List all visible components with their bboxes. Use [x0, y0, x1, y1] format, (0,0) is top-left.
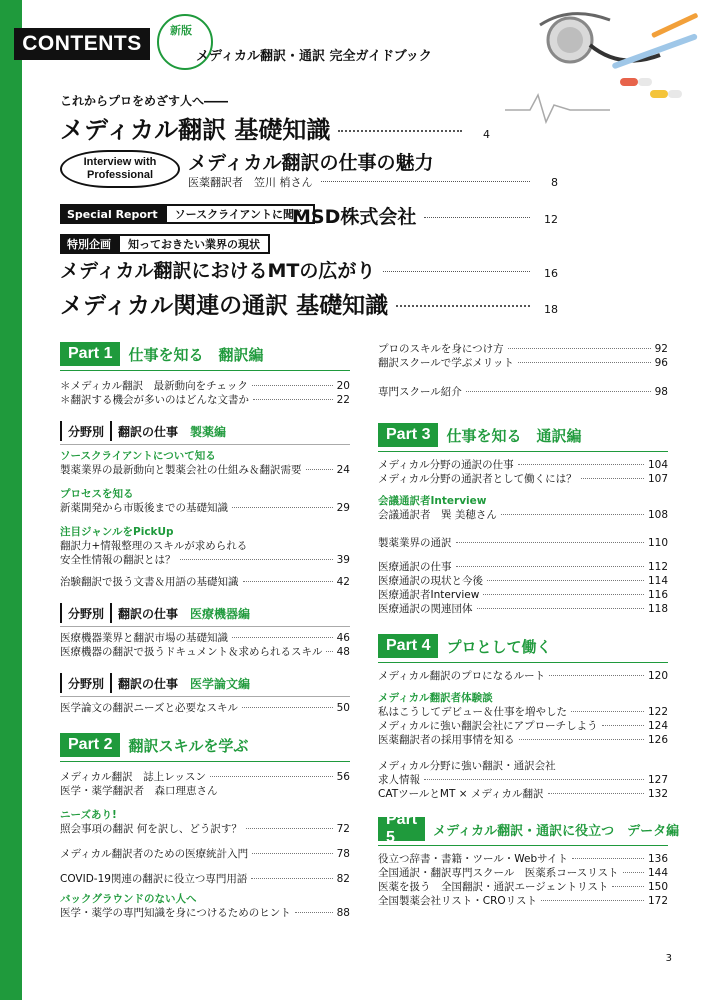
- toc-row[interactable]: [60, 631, 350, 645]
- leader-dots: [210, 776, 333, 777]
- section-label: ニーズあり!: [60, 809, 117, 821]
- part-tag: Part 1: [60, 342, 120, 366]
- leader-dots: [242, 707, 333, 708]
- leader-dots: [232, 637, 333, 638]
- toc-entry-title: メディカル翻訳者のための医療統計入門: [60, 848, 249, 860]
- special-report-sub: ソースクライアントに聞く: [165, 204, 315, 224]
- page-ref: 104: [647, 459, 668, 471]
- left-column: [60, 342, 350, 920]
- sub-rule: [60, 696, 350, 697]
- toc-row[interactable]: [378, 773, 668, 787]
- toc-entry-title: プロのスキルを身につけ方: [378, 343, 504, 355]
- interview-sub-row[interactable]: [188, 174, 558, 190]
- part2-heading[interactable]: [60, 733, 350, 757]
- toc-row[interactable]: [60, 393, 350, 407]
- toc-entry-title: 医療機器の翻訳で扱うドキュメント＆求められるスキル: [60, 646, 323, 658]
- guide-title: メディカル翻訳・通訳 完全ガイドブック: [196, 49, 432, 64]
- page-ref: 24: [336, 464, 350, 476]
- sub-heading-papers[interactable]: [60, 673, 350, 693]
- toc-entry-title: 照会事項の翻訳 何を訳し、どう訳す？: [60, 823, 242, 835]
- page-ref: 110: [647, 537, 668, 549]
- page-ref: 39: [336, 554, 350, 566]
- toc-entry-title: 専門スクール紹介: [378, 386, 462, 398]
- part-title: 翻訳スキルを学ぶ: [128, 736, 249, 755]
- sub-heading-label: 翻訳の仕事: [118, 676, 179, 691]
- page-ref: 82: [336, 873, 350, 885]
- msd-title: MSD株式会社: [292, 206, 417, 228]
- leader-dots: [581, 478, 644, 479]
- leader-dots: [623, 872, 644, 873]
- toc-entry-title: メディカル翻訳 誌上レッスン: [60, 771, 207, 783]
- interp-title: メディカル関連の通訳 基礎知識: [60, 293, 389, 319]
- interview-badge-line2: Professional: [86, 169, 154, 181]
- section-label: メディカル翻訳者体験談: [378, 692, 493, 704]
- page-ref: 150: [647, 881, 668, 893]
- toc-entry-title: 医薬翻訳者の採用事情を知る: [378, 734, 515, 746]
- leader-dots: [519, 739, 644, 740]
- sub-heading-pharma[interactable]: [60, 421, 350, 441]
- part-tag: Part 4: [378, 634, 438, 658]
- part5-heading[interactable]: [378, 811, 680, 846]
- leader-dots: [338, 130, 462, 132]
- toc-row[interactable]: [378, 508, 668, 522]
- page-ref: 122: [647, 706, 668, 718]
- page-ref: 144: [647, 867, 668, 879]
- special-report-label: Special Report: [60, 204, 165, 224]
- leader-dots: [602, 725, 644, 726]
- page-ref: 88: [336, 907, 350, 919]
- leader-dots: [243, 581, 333, 582]
- page-ref: 72: [336, 823, 350, 835]
- sub-rule: [60, 444, 350, 445]
- page-ref: 118: [647, 603, 668, 615]
- toc-entry-title: メディカル分野の通訳の仕事: [378, 459, 514, 471]
- toc-entry-title: 会議通訳者 巽 美穂さん: [378, 509, 497, 521]
- leader-dots: [456, 566, 644, 567]
- toc-entry-title: 医学・薬学の専門知識を身につけるためのヒント: [60, 907, 291, 919]
- toc-row[interactable]: [60, 575, 350, 589]
- toc-row[interactable]: [378, 458, 668, 472]
- page-ref: 46: [336, 632, 350, 644]
- toc-row[interactable]: [378, 894, 668, 908]
- leader-dots: [487, 580, 644, 581]
- special-project-sub: 知っておきたい業界の現状: [118, 234, 270, 254]
- basics-title: メディカル翻訳 基礎知識: [60, 116, 331, 144]
- sub-heading-category: 分野別: [68, 676, 105, 691]
- page-ref: 50: [336, 702, 350, 714]
- part-title: 仕事を知る 通訳編: [446, 426, 582, 445]
- toc-row[interactable]: [60, 701, 350, 715]
- leader-dots: [508, 348, 651, 349]
- toc-plain: 医学・薬学翻訳者 森口理恵さん: [60, 785, 218, 797]
- leader-dots: [612, 886, 644, 887]
- part-rule: [378, 662, 668, 663]
- leader-dots: [306, 469, 333, 470]
- leader-dots: [571, 711, 644, 712]
- toc-row[interactable]: [60, 501, 350, 515]
- toc-row[interactable]: [60, 847, 350, 861]
- toc-entry-title: 医療通訳の現状と今後: [378, 575, 483, 587]
- leader-dots: [424, 217, 530, 218]
- toc-entry-title: 求人情報: [378, 774, 420, 786]
- sub-heading-label: 翻訳の仕事: [118, 424, 179, 439]
- page-ref: 108: [647, 509, 668, 521]
- sub-heading-category: 分野別: [68, 424, 105, 439]
- toc-plain: メディカル分野に強い翻訳・通訳会社: [378, 760, 556, 772]
- page-ref: 12: [544, 213, 558, 226]
- page-ref: 132: [647, 788, 668, 800]
- page-ref: 56: [336, 771, 350, 783]
- feature-msd[interactable]: [292, 202, 558, 229]
- toc-entry-title: メディカル翻訳のプロになるルート: [378, 670, 546, 682]
- part-rule: [60, 761, 350, 762]
- leader-dots: [456, 542, 644, 543]
- toc-row[interactable]: [60, 553, 350, 567]
- toc-entry-title: ＊メディカル翻訳 最新動向をチェック: [60, 380, 248, 392]
- leader-dots: [548, 793, 644, 794]
- leader-dots: [518, 464, 644, 465]
- leader-dots: [295, 912, 333, 913]
- leader-dots: [483, 594, 644, 595]
- special-project-box: [60, 234, 270, 254]
- part-title: メディカル翻訳・通訳に役立つ データ編: [433, 823, 680, 839]
- toc-entry-title: 治験翻訳で扱う文書＆用語の基礎知識: [60, 576, 239, 588]
- leader-dots: [466, 391, 651, 392]
- page-ref: 78: [336, 848, 350, 860]
- interview-subtitle: 医薬翻訳者 笠川 梢さん: [188, 176, 313, 189]
- intro-text: これからプロをめざす人へ――: [60, 94, 229, 108]
- page-ref: 116: [647, 589, 668, 601]
- mt-title: メディカル翻訳におけるMTの広がり: [60, 260, 376, 282]
- toc-entry-title: 医療機器業界と翻訳市場の基礎知識: [60, 632, 228, 644]
- section-label: 注目ジャンルをPickUp: [60, 526, 174, 538]
- toc-entry-title: 製薬業界の最新動向と製薬会社の仕組み＆翻訳需要: [60, 464, 302, 476]
- sub-rule: [60, 626, 350, 627]
- page-ref: 98: [654, 386, 668, 398]
- toc-row[interactable]: [60, 770, 350, 784]
- toc-row[interactable]: [60, 822, 350, 836]
- leader-dots: [321, 181, 531, 182]
- special-report-box: [60, 204, 315, 224]
- leader-dots: [252, 853, 332, 854]
- part-tag: Part 2: [60, 733, 120, 757]
- toc-entry-title: CATツールとMT × メディカル翻訳: [378, 788, 544, 800]
- section-label: プロセスを知る: [60, 488, 134, 500]
- page-ref: 20: [336, 380, 350, 392]
- interview-badge-line1: Interview with: [83, 156, 157, 168]
- toc-row[interactable]: [378, 880, 668, 894]
- part-rule: [378, 451, 668, 452]
- toc-entry-title: 全国製薬会社リスト・CROリスト: [378, 895, 537, 907]
- page-ref: 172: [647, 895, 668, 907]
- part4-heading[interactable]: [378, 634, 668, 658]
- toc-row[interactable]: [378, 669, 668, 683]
- toc-entry-title: 翻訳スクールで学ぶメリット: [378, 357, 514, 369]
- part-tag: Part 5: [378, 817, 425, 841]
- section-label: ソースクライアントについて知る: [60, 450, 216, 462]
- toc-row[interactable]: [60, 463, 350, 477]
- feature-basics[interactable]: [60, 110, 490, 145]
- page-ref: 107: [647, 473, 668, 485]
- toc-entry-title: 安全性情報の翻訳とは？: [60, 554, 176, 566]
- part-rule: [378, 845, 668, 846]
- toc-row[interactable]: [378, 385, 668, 399]
- toc-entry-title: 医療通訳者Interview: [378, 589, 480, 601]
- toc-entry-title: メディカル分野の通訳者として働くには？: [378, 473, 577, 485]
- toc-row[interactable]: [60, 906, 350, 920]
- part-rule: [60, 370, 350, 371]
- toc-row[interactable]: [378, 574, 668, 588]
- leader-dots: [232, 507, 333, 508]
- sub-heading-field: 製薬編: [190, 424, 227, 439]
- toc-row[interactable]: [60, 645, 350, 659]
- part3-heading[interactable]: [378, 423, 668, 447]
- toc-row[interactable]: [378, 705, 668, 719]
- page-ref: 48: [336, 646, 350, 658]
- toc-row[interactable]: [378, 472, 668, 486]
- page-ref: 120: [647, 670, 668, 682]
- toc-row[interactable]: [378, 852, 668, 866]
- page-ref: 29: [336, 502, 350, 514]
- new-edition-label: 新版: [170, 24, 192, 37]
- toc-entry-title: ＊翻訳する機会が多いのはどんな文書か: [60, 394, 249, 406]
- toc-row[interactable]: [378, 356, 668, 370]
- page-ref: 8: [551, 176, 558, 189]
- toc-entry-title: 医薬を扱う 全国翻訳・通訳エージェントリスト: [378, 881, 609, 893]
- page-ref: 126: [647, 734, 668, 746]
- special-project-label: 特別企画: [60, 234, 118, 254]
- right-column: [378, 342, 680, 908]
- toc-entry-title: 全国通訳・翻訳専門スクール 医薬系コースリスト: [378, 867, 619, 879]
- section-label: バックグラウンドのない人へ: [60, 893, 197, 905]
- contents-label: CONTENTS: [14, 28, 150, 60]
- toc-entry-title: 医学論文の翻訳ニーズと必要なスキル: [60, 702, 238, 714]
- feature-mt[interactable]: [60, 256, 558, 283]
- sub-heading-category: 分野別: [68, 606, 105, 621]
- leader-dots: [253, 399, 333, 400]
- page-ref: 18: [544, 303, 558, 316]
- sub-heading-field: 医学論文編: [190, 676, 251, 691]
- toc-row[interactable]: [378, 733, 668, 747]
- leader-dots: [251, 878, 332, 879]
- part-tag: Part 3: [378, 423, 438, 447]
- page-ref: 42: [336, 576, 350, 588]
- leader-dots: [424, 779, 644, 780]
- leader-dots: [252, 385, 333, 386]
- toc-row[interactable]: [378, 588, 668, 602]
- leader-dots: [180, 559, 333, 560]
- part1-heading[interactable]: [60, 342, 350, 366]
- interview-title[interactable]: メディカル翻訳の仕事の魅力: [188, 152, 434, 174]
- toc-entry-title: メディカルに強い翻訳会社にアプローチしよう: [378, 720, 598, 732]
- toc-entry-title: 製薬業界の通訳: [378, 537, 452, 549]
- page-number: 3: [665, 953, 672, 964]
- toc-row[interactable]: [378, 787, 668, 801]
- leader-dots: [518, 362, 651, 363]
- page-ref: 127: [647, 774, 668, 786]
- toc-row[interactable]: [378, 602, 668, 616]
- toc-entry-title: COVID-19関連の翻訳に役立つ専門用語: [60, 873, 248, 885]
- leader-dots: [549, 675, 644, 676]
- toc-row[interactable]: [378, 719, 668, 733]
- interview-badge: [60, 150, 180, 188]
- toc-row[interactable]: [378, 866, 668, 880]
- toc-row[interactable]: [60, 379, 350, 393]
- leader-dots: [396, 305, 530, 307]
- toc-row[interactable]: [378, 342, 668, 356]
- section-label: 会議通訳者Interview: [378, 495, 487, 507]
- leader-dots: [572, 858, 644, 859]
- toc-row[interactable]: [378, 536, 668, 550]
- sub-heading-label: 翻訳の仕事: [118, 606, 179, 621]
- page-ref: 92: [654, 343, 668, 355]
- toc-entry-title: 私はこうしてデビュー＆仕事を増やした: [378, 706, 567, 718]
- sub-heading-devices[interactable]: [60, 603, 350, 623]
- part-title: 仕事を知る 翻訳編: [128, 345, 264, 364]
- toc-entry-title: 役立つ辞書・書籍・ツール・Webサイト: [378, 853, 568, 865]
- leader-dots: [383, 271, 530, 272]
- toc-row[interactable]: [60, 872, 350, 886]
- toc-entry-title: 医療通訳の仕事: [378, 561, 452, 573]
- sub-heading-field: 医療機器編: [190, 606, 251, 621]
- page-ref: 22: [336, 394, 350, 406]
- toc-row[interactable]: [378, 560, 668, 574]
- leader-dots: [501, 514, 644, 515]
- toc-plain: 翻訳力+情報整理のスキルが求められる: [60, 540, 248, 552]
- leader-dots: [541, 900, 644, 901]
- leader-dots: [477, 608, 644, 609]
- page-ref: 136: [647, 853, 668, 865]
- page-ref: 114: [647, 575, 668, 587]
- page-ref: 112: [647, 561, 668, 573]
- page-ref: 16: [544, 267, 558, 280]
- page-ref: 4: [483, 128, 490, 141]
- toc-entry-title: 新薬開発から市販後までの基礎知識: [60, 502, 228, 514]
- part-title: プロとして働く: [446, 637, 552, 656]
- page-ref: 96: [654, 357, 668, 369]
- page-ref: 124: [647, 720, 668, 732]
- leader-dots: [246, 828, 333, 829]
- stethoscope-illustration: [500, 0, 708, 130]
- toc-entry-title: 医療通訳の関連団体: [378, 603, 473, 615]
- side-accent-bar: [0, 0, 22, 1000]
- leader-dots: [326, 651, 332, 652]
- feature-interp[interactable]: [60, 287, 558, 320]
